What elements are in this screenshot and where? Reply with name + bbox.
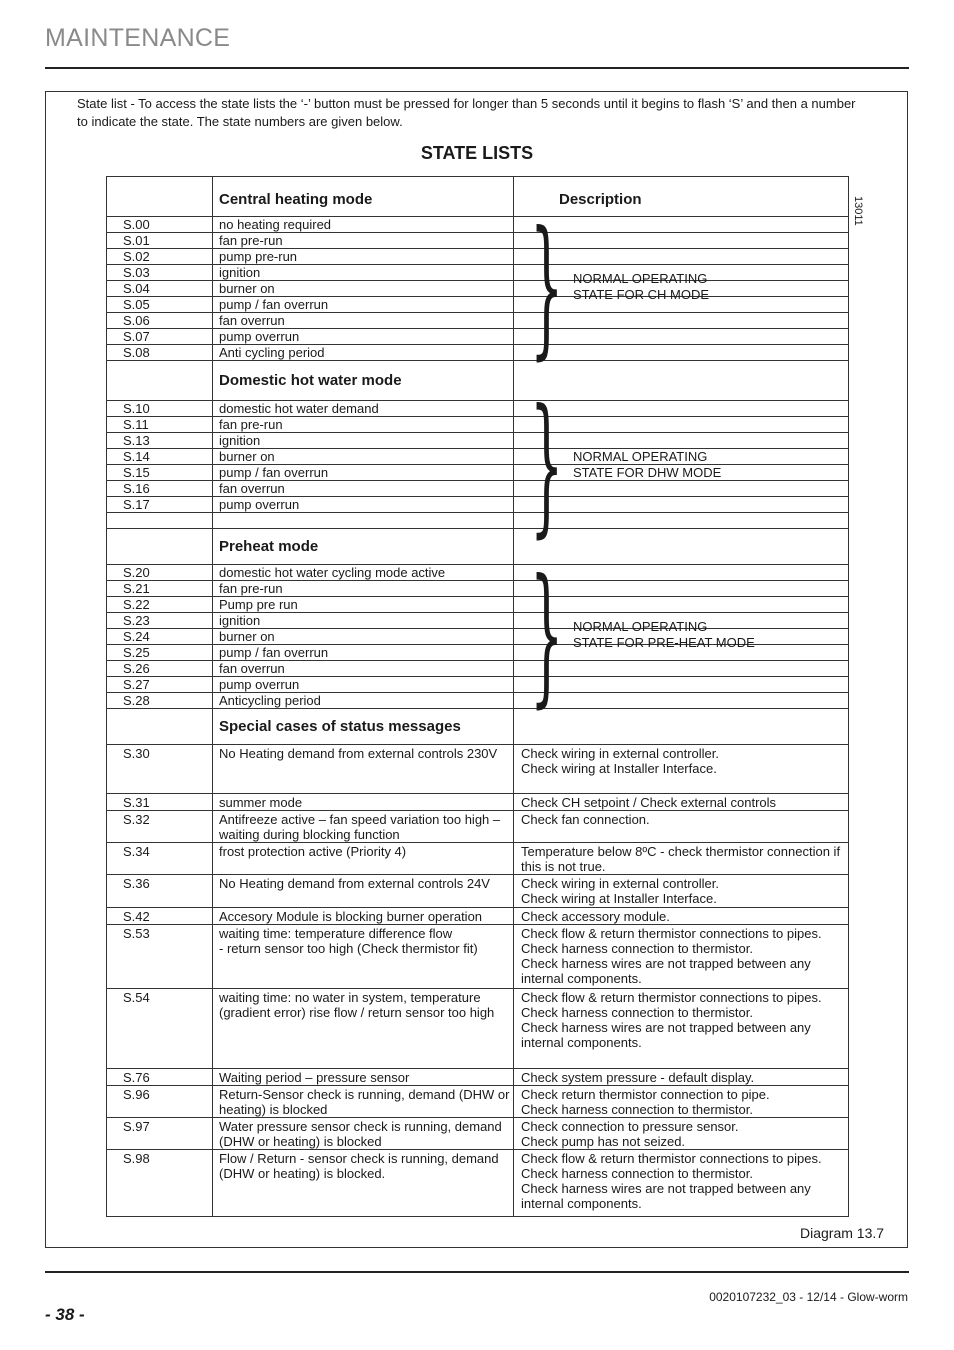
description-cell (514, 329, 849, 345)
table-row (107, 329, 849, 345)
state-lists-title: STATE LISTS (420, 143, 534, 163)
diagram-label: Diagram 13.7 (800, 1225, 885, 1241)
table-row (107, 249, 849, 265)
state-code: S.03 (107, 265, 213, 281)
state-code: S.08 (107, 345, 213, 361)
state-description: Check wiring in external controller. Check wiring at Installer Interface. (514, 745, 849, 794)
state-label: pump pre-run (213, 249, 514, 265)
table-row (107, 811, 849, 843)
description-cell (514, 597, 849, 613)
table-row (107, 281, 849, 297)
description-cell (514, 529, 849, 565)
state-label: no heating required (213, 217, 514, 233)
table-row (107, 565, 849, 581)
table-row (107, 925, 849, 989)
state-code: S.23 (107, 613, 213, 629)
state-code: S.02 (107, 249, 213, 265)
note-line: STATE FOR PRE-HEAT MODE (573, 634, 755, 650)
state-label: burner on (213, 629, 514, 645)
state-description: Temperature below 8ºC - check thermistor connection if this is not true. (514, 843, 849, 875)
description-cell (514, 497, 849, 513)
state-code: S.24 (107, 629, 213, 645)
description-cell (514, 709, 849, 745)
state-description: Check connection to pressure sensor. Check pump has not seized. (514, 1118, 849, 1150)
state-code: S.31 (107, 794, 213, 811)
table-row (107, 449, 849, 465)
table-row (107, 843, 849, 875)
state-description: Check wiring in external controller. Check wiring at Installer Interface. (514, 875, 849, 908)
state-code: S.13 (107, 433, 213, 449)
normal-operating-note (573, 449, 721, 481)
state-description: Check fan connection. (514, 811, 849, 843)
blank-cell (107, 513, 213, 529)
description-cell (514, 217, 849, 233)
state-description: Check flow & return thermistor connections to pipes. Check harness connection to thermistor. Check harness wires are not trapped between any internal components. (514, 925, 849, 989)
note-line: STATE FOR DHW MODE (573, 464, 722, 480)
state-label: Anti cycling period (213, 345, 514, 361)
table-row (107, 481, 849, 497)
dhw-mode-heading: Domestic hot water mode (213, 361, 514, 401)
state-description: Check flow & return thermistor connections to pipes. Check harness connection to thermistor. Check harness wires are not trapped between any internal components. (514, 1150, 849, 1217)
state-code: S.76 (107, 1069, 213, 1086)
table-row (107, 908, 849, 925)
blank-cell (514, 513, 849, 529)
state-code: S.01 (107, 233, 213, 249)
state-code: S.27 (107, 677, 213, 693)
table-row (107, 177, 849, 217)
state-code: S.21 (107, 581, 213, 597)
state-label: waiting time: no water in system, temperature (gradient error) rise flow / return sensor too high (213, 989, 514, 1069)
table-row (107, 233, 849, 249)
state-description: Check return thermistor connection to pipe. Check harness connection to thermistor. (514, 1086, 849, 1118)
table-row (107, 677, 849, 693)
table-row (107, 529, 849, 565)
state-code: S.54 (107, 989, 213, 1069)
curly-brace-icon: } (530, 548, 564, 722)
header-blank-cell (107, 177, 213, 217)
table-row (107, 513, 849, 529)
table-row (107, 1069, 849, 1086)
state-label: ignition (213, 265, 514, 281)
state-label: Waiting period – pressure sensor (213, 1069, 514, 1086)
page-number: - 38 - (45, 1305, 85, 1324)
intro-text: State list - To access the state lists the ‘-’ button must be pressed for longer than 5 seconds until it begins to flash ‘S’ and then a number to indicate the state. The state numbers are given below. (77, 96, 856, 129)
table-row (107, 297, 849, 313)
description-cell (514, 345, 849, 361)
state-code: S.00 (107, 217, 213, 233)
state-code: S.98 (107, 1150, 213, 1217)
state-label: domestic hot water demand (213, 401, 514, 417)
table-row (107, 1086, 849, 1118)
table-row (107, 497, 849, 513)
description-cell (514, 233, 849, 249)
description-cell (514, 401, 849, 417)
description-cell (514, 249, 849, 265)
state-code: S.06 (107, 313, 213, 329)
state-label: pump overrun (213, 677, 514, 693)
ch-mode-heading: Central heating mode (213, 177, 514, 217)
table-row (107, 745, 849, 794)
table-row (107, 265, 849, 281)
state-code: S.28 (107, 693, 213, 709)
state-description: Check accessory module. (514, 908, 849, 925)
curly-brace-icon: } (530, 200, 564, 374)
description-heading: Description (514, 177, 849, 217)
state-label: burner on (213, 281, 514, 297)
state-code: S.11 (107, 417, 213, 433)
state-label: pump / fan overrun (213, 465, 514, 481)
state-label: ignition (213, 433, 514, 449)
state-label: summer mode (213, 794, 514, 811)
description-cell (514, 433, 849, 449)
state-label: fan pre-run (213, 581, 514, 597)
state-label: pump overrun (213, 497, 514, 513)
table-row (107, 313, 849, 329)
state-label: pump overrun (213, 329, 514, 345)
description-cell (514, 581, 849, 597)
state-table (106, 176, 849, 1217)
description-cell (514, 481, 849, 497)
table-row (107, 661, 849, 677)
description-cell (514, 313, 849, 329)
note-line: NORMAL OPERATING (573, 448, 708, 464)
footer-rule (45, 1271, 909, 1273)
state-label: fan pre-run (213, 417, 514, 433)
table-row (107, 417, 849, 433)
state-code: S.42 (107, 908, 213, 925)
state-label: Return-Sensor check is running, demand (DHW or heating) is blocked (213, 1086, 514, 1118)
state-code: S.26 (107, 661, 213, 677)
doc-code: 13011 (852, 196, 864, 226)
note-line: STATE FOR CH MODE (573, 286, 710, 302)
table-row (107, 597, 849, 613)
table-row (107, 401, 849, 417)
state-code: S.20 (107, 565, 213, 581)
state-label: Antifreeze active – fan speed variation too high – waiting during blocking function (213, 811, 514, 843)
note-line: NORMAL OPERATING (573, 618, 708, 634)
table-row (107, 693, 849, 709)
state-label: No Heating demand from external controls 230V (213, 745, 514, 794)
state-code: S.34 (107, 843, 213, 875)
description-cell (514, 417, 849, 433)
state-code: S.22 (107, 597, 213, 613)
special-cases-heading: Special cases of status messages (213, 709, 514, 745)
table-row (107, 875, 849, 908)
normal-operating-note (573, 271, 709, 303)
state-label: frost protection active (Priority 4) (213, 843, 514, 875)
description-cell (514, 361, 849, 401)
table-row (107, 794, 849, 811)
section-blank-cell (107, 709, 213, 745)
state-label: fan overrun (213, 481, 514, 497)
state-code: S.25 (107, 645, 213, 661)
table-row (107, 709, 849, 745)
state-code: S.36 (107, 875, 213, 908)
table-row (107, 1150, 849, 1217)
state-label: fan overrun (213, 313, 514, 329)
section-blank-cell (107, 529, 213, 565)
state-code: S.16 (107, 481, 213, 497)
state-description: Check CH setpoint / Check external controls (514, 794, 849, 811)
table-row (107, 361, 849, 401)
state-label: Water pressure sensor check is running, demand (DHW or heating) is blocked (213, 1118, 514, 1150)
state-code: S.32 (107, 811, 213, 843)
table-row (107, 1118, 849, 1150)
state-code: S.17 (107, 497, 213, 513)
curly-brace-icon: } (530, 378, 564, 552)
state-label: domestic hot water cycling mode active (213, 565, 514, 581)
table-row (107, 345, 849, 361)
table-row (107, 581, 849, 597)
state-label: fan overrun (213, 661, 514, 677)
state-code: S.10 (107, 401, 213, 417)
state-label: Anticycling period (213, 693, 514, 709)
state-description: Check flow & return thermistor connections to pipes. Check harness connection to thermistor. Check harness wires are not trapped between any internal components. (514, 989, 849, 1069)
description-cell (514, 661, 849, 677)
section-title: MAINTENANCE (45, 24, 231, 52)
state-label: pump / fan overrun (213, 645, 514, 661)
table-row (107, 217, 849, 233)
doc-reference: 0020107232_03 - 12/14 - Glow-worm (709, 1290, 908, 1304)
state-code: S.30 (107, 745, 213, 794)
description-cell (514, 677, 849, 693)
state-label: fan pre-run (213, 233, 514, 249)
state-label: Pump pre run (213, 597, 514, 613)
description-cell (514, 693, 849, 709)
state-code: S.04 (107, 281, 213, 297)
table-row (107, 989, 849, 1069)
preheat-mode-heading: Preheat mode (213, 529, 514, 565)
state-label: ignition (213, 613, 514, 629)
state-description: Check system pressure - default display. (514, 1069, 849, 1086)
state-code: S.07 (107, 329, 213, 345)
table-row (107, 465, 849, 481)
description-cell (514, 565, 849, 581)
state-label: No Heating demand from external controls 24V (213, 875, 514, 908)
state-label: burner on (213, 449, 514, 465)
state-label: Accesory Module is blocking burner operation (213, 908, 514, 925)
state-label: waiting time: temperature difference flow - return sensor too high (Check thermistor fit) (213, 925, 514, 989)
state-label: pump / fan overrun (213, 297, 514, 313)
section-blank-cell (107, 361, 213, 401)
state-code: S.15 (107, 465, 213, 481)
state-label: Flow / Return - sensor check is running, demand (DHW or heating) is blocked. (213, 1150, 514, 1217)
state-code: S.05 (107, 297, 213, 313)
note-line: NORMAL OPERATING (573, 270, 708, 286)
state-code: S.96 (107, 1086, 213, 1118)
header-rule (45, 67, 909, 69)
blank-cell (213, 513, 514, 529)
state-code: S.14 (107, 449, 213, 465)
state-code: S.53 (107, 925, 213, 989)
table-row (107, 433, 849, 449)
normal-operating-note (573, 619, 755, 651)
state-code: S.97 (107, 1118, 213, 1150)
